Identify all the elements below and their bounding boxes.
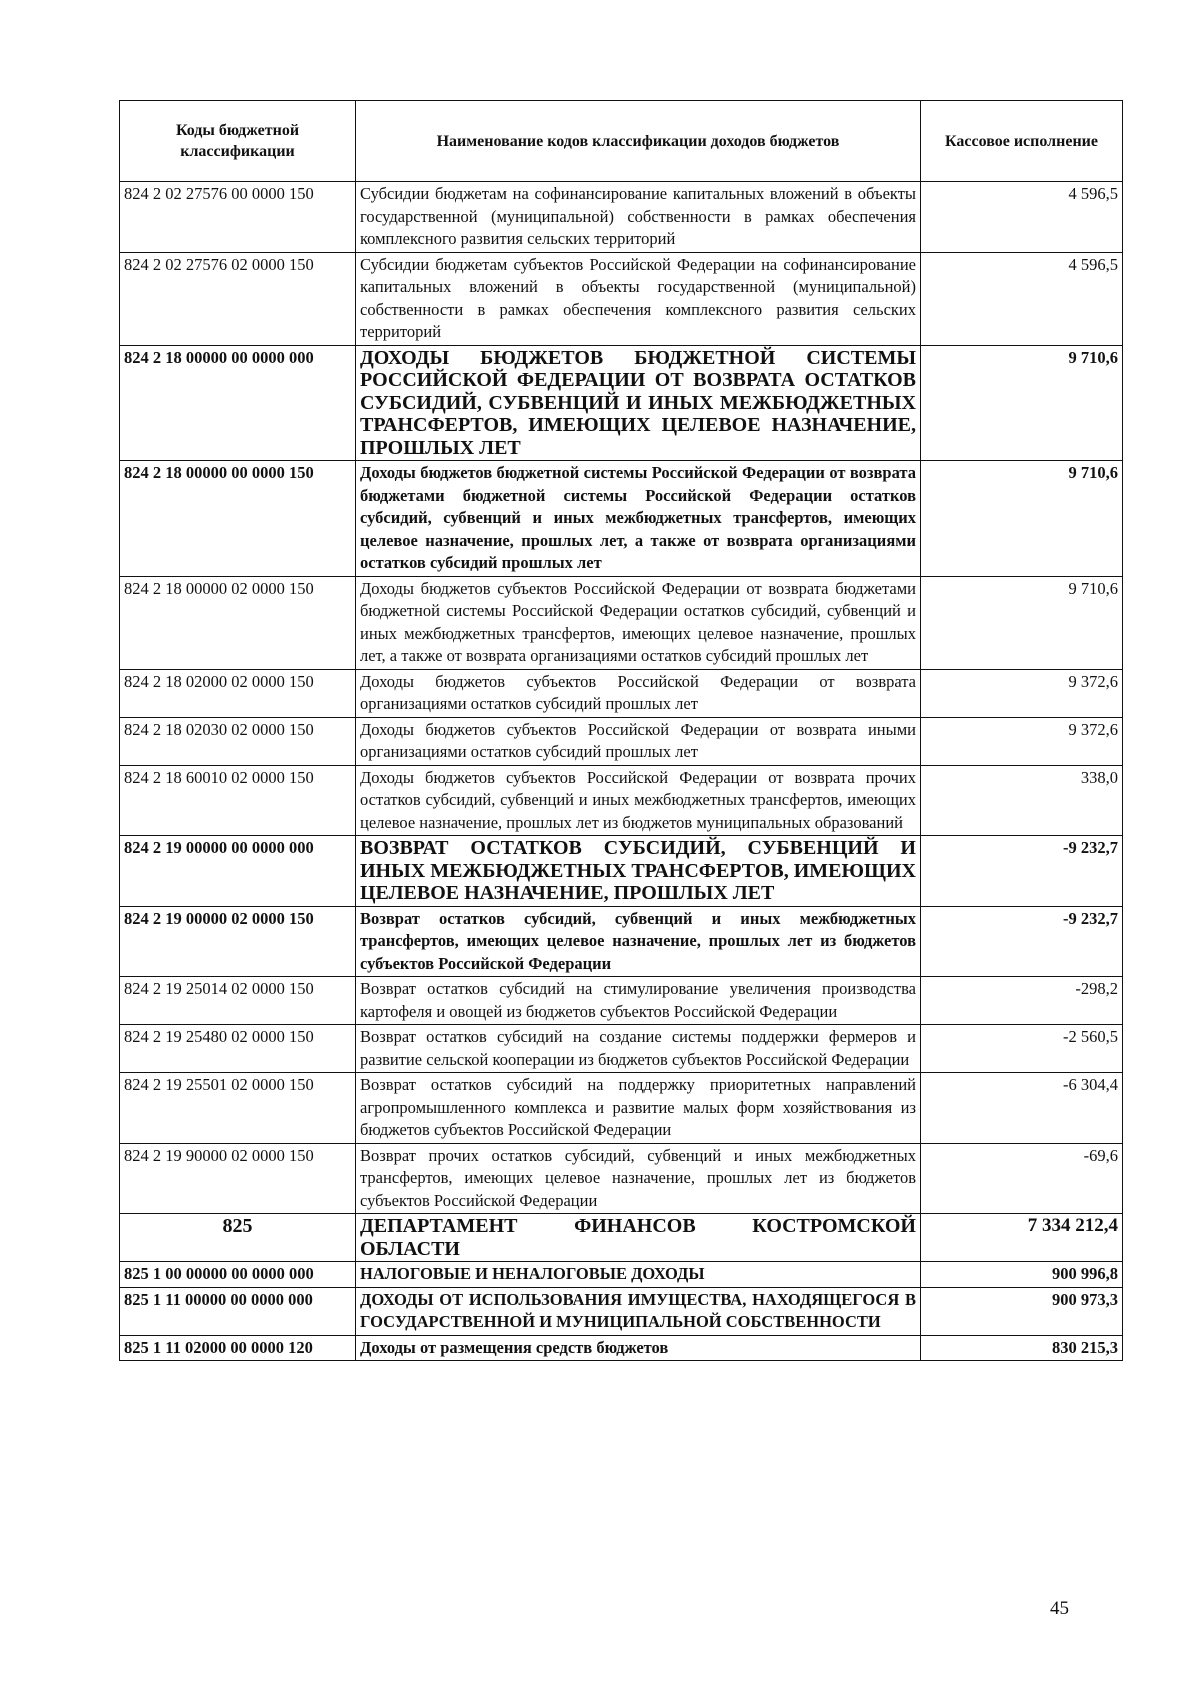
table-row <box>120 345 1123 461</box>
table-row <box>120 717 1123 765</box>
row-amount: -9 232,7 <box>921 836 1123 907</box>
row-amount: 900 996,8 <box>921 1262 1123 1288</box>
row-name: Доходы бюджетов субъектов Российской Федерации от возврата организациями остатков субсидий прошлых лет <box>356 669 921 717</box>
row-code: 825 <box>120 1214 356 1262</box>
budget-classification-table <box>119 100 1123 1361</box>
row-code: 824 2 19 90000 02 0000 150 <box>120 1143 356 1214</box>
table-row <box>120 836 1123 907</box>
row-name: Возврат остатков субсидий на стимулирование увеличения производства картофеля и овощей из бюджетов субъектов Российской Федерации <box>356 977 921 1025</box>
row-name: Доходы бюджетов субъектов Российской Федерации от возврата иными организациями остатков субсидий прошлых лет <box>356 717 921 765</box>
table-row <box>120 669 1123 717</box>
row-name: Возврат прочих остатков субсидий, субвенций и иных межбюджетных трансфертов, имеющих целевое назначение, прошлых лет из бюджетов субъектов Российской Федерации <box>356 1143 921 1214</box>
table-row <box>120 1335 1123 1361</box>
table-row <box>120 977 1123 1025</box>
row-amount: 7 334 212,4 <box>921 1214 1123 1262</box>
row-amount: 9 710,6 <box>921 576 1123 669</box>
row-code: 824 2 18 02030 02 0000 150 <box>120 717 356 765</box>
row-name: ВОЗВРАТ ОСТАТКОВ СУБСИДИЙ, СУБВЕНЦИЙ И ИНЫХ МЕЖБЮДЖЕТНЫХ ТРАНСФЕРТОВ, ИМЕЮЩИХ ЦЕЛЕВОЕ НАЗНАЧЕНИЕ, ПРОШЛЫХ ЛЕТ <box>356 836 921 907</box>
table-row <box>120 461 1123 577</box>
table-row <box>120 1143 1123 1214</box>
row-amount: 9 710,6 <box>921 345 1123 461</box>
row-amount: -69,6 <box>921 1143 1123 1214</box>
header-code: Коды бюджетной классификации <box>120 101 356 182</box>
page-number: 45 <box>1050 1598 1069 1619</box>
row-name: Возврат остатков субсидий на поддержку приоритетных направлений агропромышленного комплекса и развитие малых форм хозяйствования из бюджетов субъектов Российской Федерации <box>356 1073 921 1144</box>
row-name: Доходы бюджетов субъектов Российской Федерации от возврата прочих остатков субсидий, субвенций и иных межбюджетных трансфертов, имеющих целевое назначение, прошлых лет из бюджетов муниципальных образований <box>356 765 921 836</box>
row-amount: -9 232,7 <box>921 906 1123 977</box>
row-amount: -298,2 <box>921 977 1123 1025</box>
table-row <box>120 765 1123 836</box>
row-name: ДЕПАРТАМЕНТ ФИНАНСОВ КОСТРОМСКОЙ ОБЛАСТИ <box>356 1214 921 1262</box>
row-amount: 830 215,3 <box>921 1335 1123 1361</box>
table-row <box>120 1214 1123 1262</box>
row-amount: 4 596,5 <box>921 252 1123 345</box>
row-code: 824 2 19 00000 02 0000 150 <box>120 906 356 977</box>
row-name: Субсидии бюджетам субъектов Российской Федерации на софинансирование капитальных вложений в объекты государственной (муниципальной) собственности в рамках обеспечения комплексного развития сельских территорий <box>356 252 921 345</box>
row-name: Возврат остатков субсидий на создание системы поддержки фермеров и развитие сельской кооперации из бюджетов субъектов Российской Федерации <box>356 1025 921 1073</box>
row-amount: -2 560,5 <box>921 1025 1123 1073</box>
table-row <box>120 906 1123 977</box>
row-code: 824 2 18 00000 02 0000 150 <box>120 576 356 669</box>
table-row <box>120 1073 1123 1144</box>
row-amount: 900 973,3 <box>921 1287 1123 1335</box>
row-amount: -6 304,4 <box>921 1073 1123 1144</box>
table-header-row <box>120 101 1123 182</box>
row-amount: 338,0 <box>921 765 1123 836</box>
row-code: 824 2 19 25501 02 0000 150 <box>120 1073 356 1144</box>
row-name: Доходы от размещения средств бюджетов <box>356 1335 921 1361</box>
table-row <box>120 182 1123 253</box>
row-amount: 9 710,6 <box>921 461 1123 577</box>
table-row <box>120 576 1123 669</box>
row-amount: 9 372,6 <box>921 717 1123 765</box>
row-amount: 4 596,5 <box>921 182 1123 253</box>
row-amount: 9 372,6 <box>921 669 1123 717</box>
header-amount: Кассовое исполнение <box>921 101 1123 182</box>
table-row <box>120 1262 1123 1288</box>
row-name: Субсидии бюджетам на софинансирование капитальных вложений в объекты государственной (муниципальной) собственности в рамках обеспечения комплексного развития сельских территорий <box>356 182 921 253</box>
row-name: Возврат остатков субсидий, субвенций и иных межбюджетных трансфертов, имеющих целевое назначение, прошлых лет из бюджетов субъектов Российской Федерации <box>356 906 921 977</box>
row-code: 824 2 19 00000 00 0000 000 <box>120 836 356 907</box>
row-name: НАЛОГОВЫЕ И НЕНАЛОГОВЫЕ ДОХОДЫ <box>356 1262 921 1288</box>
row-name: ДОХОДЫ ОТ ИСПОЛЬЗОВАНИЯ ИМУЩЕСТВА, НАХОДЯЩЕГОСЯ В ГОСУДАРСТВЕННОЙ И МУНИЦИПАЛЬНОЙ СОБСТВЕННОСТИ <box>356 1287 921 1335</box>
row-name: ДОХОДЫ БЮДЖЕТОВ БЮДЖЕТНОЙ СИСТЕМЫ РОССИЙСКОЙ ФЕДЕРАЦИИ ОТ ВОЗВРАТА ОСТАТКОВ СУБСИДИЙ, СУБВЕНЦИЙ И ИНЫХ МЕЖБЮДЖЕТНЫХ ТРАНСФЕРТОВ, ИМЕЮЩИХ ЦЕЛЕВОЕ НАЗНАЧЕНИЕ, ПРОШЛЫХ ЛЕТ <box>356 345 921 461</box>
row-code: 824 2 18 02000 02 0000 150 <box>120 669 356 717</box>
row-code: 824 2 02 27576 02 0000 150 <box>120 252 356 345</box>
row-code: 824 2 18 00000 00 0000 150 <box>120 461 356 577</box>
table-row <box>120 1287 1123 1335</box>
table-row <box>120 252 1123 345</box>
row-code: 824 2 02 27576 00 0000 150 <box>120 182 356 253</box>
row-name: Доходы бюджетов субъектов Российской Федерации от возврата бюджетами бюджетной системы Российской Федерации остатков субсидий, субвенций и иных межбюджетных трансфертов, имеющих целевое назначение, прошлых лет, а также от возврата организациями остатков субсидий прошлых лет <box>356 576 921 669</box>
row-code: 824 2 19 25014 02 0000 150 <box>120 977 356 1025</box>
header-name: Наименование кодов классификации доходов бюджетов <box>356 101 921 182</box>
row-code: 825 1 11 02000 00 0000 120 <box>120 1335 356 1361</box>
row-code: 824 2 18 00000 00 0000 000 <box>120 345 356 461</box>
table-row <box>120 1025 1123 1073</box>
row-name: Доходы бюджетов бюджетной системы Российской Федерации от возврата бюджетами бюджетной системы Российской Федерации остатков субсидий, субвенций и иных межбюджетных трансфертов, имеющих целевое назначение, прошлых лет, а также от возврата организациями остатков субсидий прошлых лет <box>356 461 921 577</box>
row-code: 825 1 11 00000 00 0000 000 <box>120 1287 356 1335</box>
row-code: 824 2 18 60010 02 0000 150 <box>120 765 356 836</box>
row-code: 824 2 19 25480 02 0000 150 <box>120 1025 356 1073</box>
row-code: 825 1 00 00000 00 0000 000 <box>120 1262 356 1288</box>
